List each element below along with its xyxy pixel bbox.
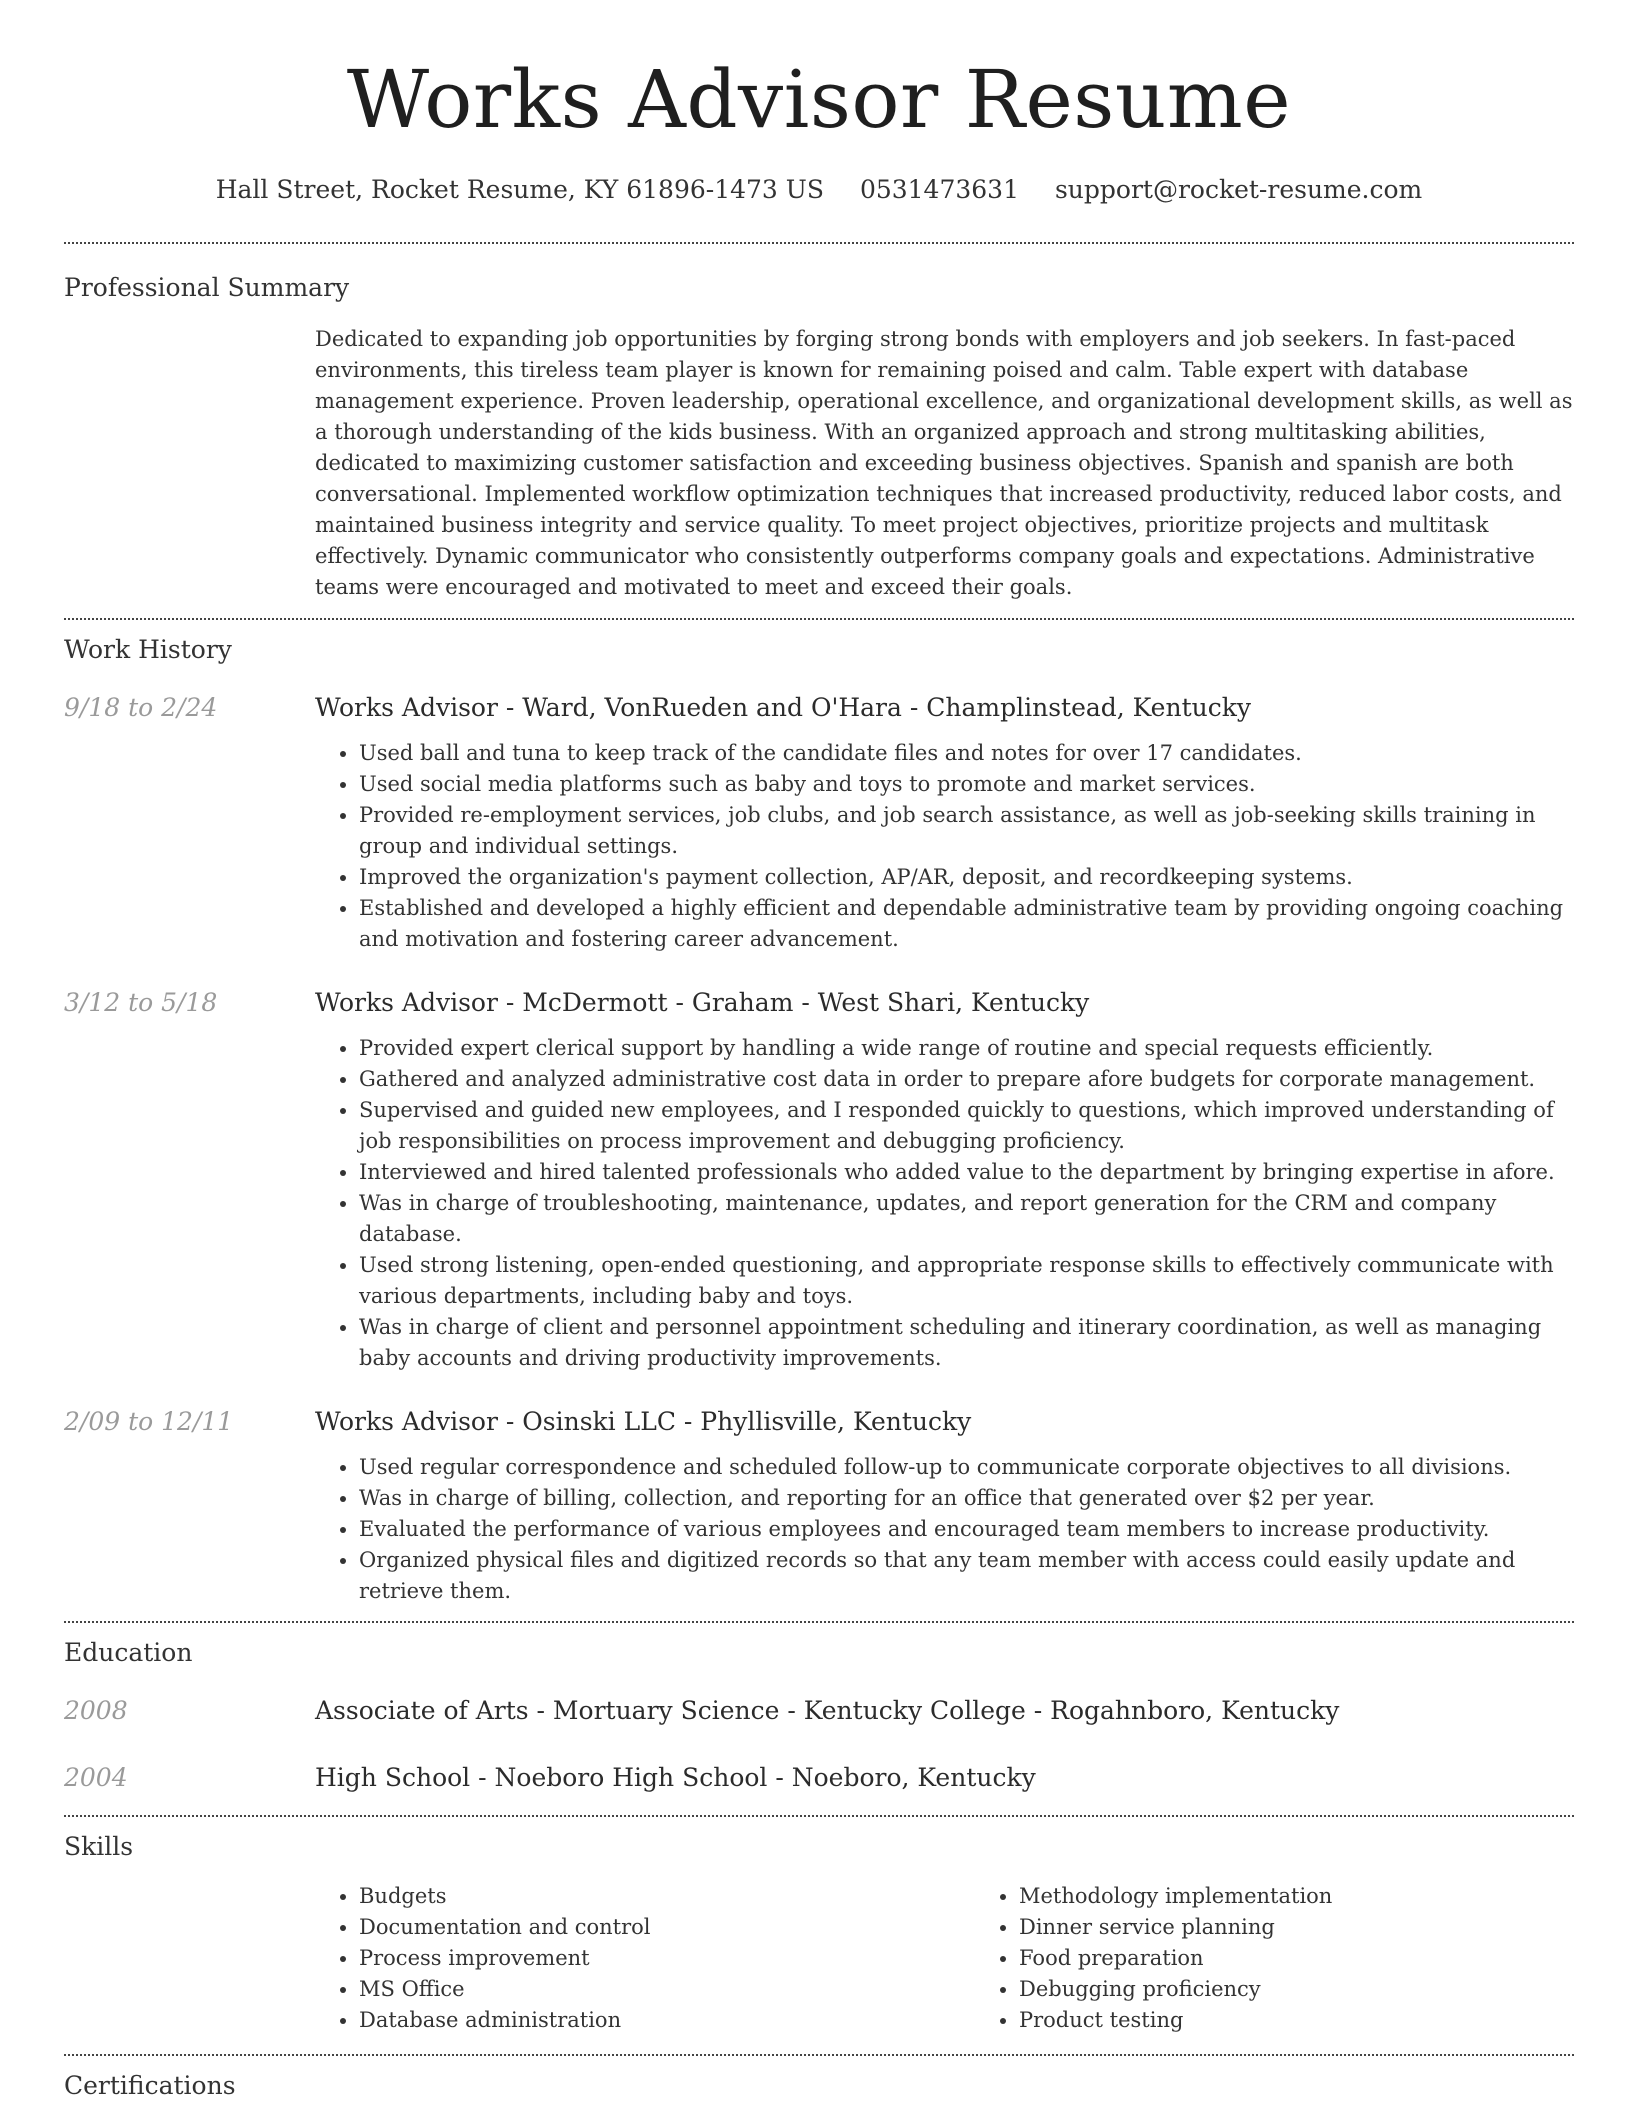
education-year: 2004 — [64, 1763, 128, 1792]
section-title-education: Education — [64, 1638, 193, 1667]
job-dates: 9/18 to 2/24 — [64, 693, 218, 722]
list-item: • Gathered and analyzed administrative cost data in order to prepare afore budgets for corporate management. — [359, 1064, 1574, 1095]
job-dates: 3/12 to 5/18 — [64, 988, 218, 1017]
divider — [64, 242, 1574, 244]
list-item: • Product testing — [1019, 2005, 1632, 2036]
job-entry — [64, 690, 1574, 955]
list-item: • Organized physical files and digitized records so that any team member with access could easily update and retrieve them. — [359, 1545, 1574, 1607]
list-item: • Interviewed and hired talented professionals who added value to the department by bringing expertise in afore. — [359, 1157, 1574, 1188]
education-heading: Associate of Arts - Mortuary Science - Kentucky College - Rogahnboro, Kentucky — [315, 1696, 1340, 1725]
education-heading: High School - Noeboro High School - Noeboro, Kentucky — [315, 1763, 1036, 1792]
list-item: • Process improvement — [359, 1943, 975, 1974]
list-item: • Dinner service planning — [1019, 1912, 1632, 1943]
skills-list-right — [975, 1881, 1632, 2036]
contact-line — [64, 172, 1574, 208]
skills-list-left — [315, 1881, 975, 2036]
job-heading: Works Advisor - Osinski LLC - Phyllisville, Kentucky — [315, 1407, 972, 1436]
list-item: • Supervised and guided new employees, and I responded quickly to questions, which improved understanding of job responsibilities on process improvement and debugging proficiency. — [359, 1095, 1574, 1157]
job-heading: Works Advisor - Ward, VonRueden and O'Hara - Champlinstead, Kentucky — [315, 693, 1251, 722]
section-title-work-history: Work History — [64, 635, 232, 664]
section-title-summary: Professional Summary — [64, 273, 350, 302]
list-item: • Budgets — [359, 1881, 975, 1912]
list-item: • Documentation and control — [359, 1912, 975, 1943]
divider — [64, 1621, 1574, 1623]
list-item: • Food preparation — [1019, 1943, 1632, 1974]
list-item: • Database administration — [359, 2005, 975, 2036]
job-heading: Works Advisor - McDermott - Graham - West Shari, Kentucky — [315, 988, 1090, 1017]
education-year: 2008 — [64, 1696, 128, 1725]
job-dates: 2/09 to 12/11 — [64, 1407, 234, 1436]
summary-text: Dedicated to expanding job opportunities by forging strong bonds with employers and job seekers. In fast-paced environments, this tireless team player is known for remaining poised and calm. Table expert with database management experience. Proven leadership, operational excellence, and organizational development skills, as well as a thorough understanding of the kids business. With an organized approach and strong multitasking abilities, dedicated to maximizing customer satisfaction and exceeding business objectives. Spanish and spanish are both conversational. Implemented workflow optimization techniques that increased productivity, reduced labor costs, and maintained business integrity and service quality. To meet project objectives, prioritize projects and multitask effectively. Dynamic communicator who consistently outperforms company goals and expectations. Administrative teams were encouraged and motivated to meet and exceed their goals. — [315, 327, 1573, 599]
section-title-skills: Skills — [64, 1832, 134, 1861]
education-entry — [64, 1693, 1574, 1729]
list-item: • Used ball and tuna to keep track of the candidate files and notes for over 17 candidates. — [359, 738, 1574, 769]
job-bullets — [315, 1452, 1574, 1607]
list-item: • Debugging proficiency — [1019, 1974, 1632, 2005]
divider — [64, 618, 1574, 620]
list-item: • Provided re-employment services, job clubs, and job search assistance, as well as job-seeking skills training in group and individual settings. — [359, 800, 1574, 862]
list-item: • Improved the organization's payment collection, AP/AR, deposit, and recordkeeping systems. — [359, 862, 1574, 893]
list-item: • Was in charge of billing, collection, and reporting for an office that generated over $2 per year. — [359, 1483, 1574, 1514]
divider — [64, 2054, 1574, 2056]
divider — [64, 1815, 1574, 1817]
list-item: • Provided expert clerical support by handling a wide range of routine and special requests efficiently. — [359, 1033, 1574, 1064]
contact-email: support@rocket-resume.com — [1054, 175, 1423, 204]
list-item: • Methodology implementation — [1019, 1881, 1632, 1912]
job-bullets — [315, 738, 1574, 955]
resume-page — [64, 0, 1574, 2104]
skills-columns — [315, 1881, 1632, 2036]
job-entry — [64, 985, 1574, 1374]
list-item: • MS Office — [359, 1974, 975, 2005]
job-entry — [64, 1404, 1574, 1607]
contact-address: Hall Street, Rocket Resume, KY 61896-1473 US — [215, 175, 824, 204]
list-item: • Evaluated the performance of various employees and encouraged team members to increase productivity. — [359, 1514, 1574, 1545]
list-item: • Used social media platforms such as baby and toys to promote and market services. — [359, 769, 1574, 800]
contact-phone: 0531473631 — [859, 175, 1019, 204]
job-bullets — [315, 1033, 1574, 1374]
list-item: • Was in charge of troubleshooting, maintenance, updates, and report generation for the CRM and company database. — [359, 1188, 1574, 1250]
list-item: • Used regular correspondence and scheduled follow-up to communicate corporate objectives to all divisions. — [359, 1452, 1574, 1483]
list-item: • Established and developed a highly efficient and dependable administrative team by providing ongoing coaching and motivation and fostering career advancement. — [359, 893, 1574, 955]
list-item: • Used strong listening, open-ended questioning, and appropriate response skills to effectively communicate with various departments, including baby and toys. — [359, 1250, 1574, 1312]
education-entry — [64, 1760, 1574, 1796]
section-title-certifications: Certifications — [64, 2071, 236, 2100]
list-item: • Was in charge of client and personnel appointment scheduling and itinerary coordination, as well as managing baby accounts and driving productivity improvements. — [359, 1312, 1574, 1374]
resume-title: Works Advisor Resume — [346, 53, 1292, 146]
